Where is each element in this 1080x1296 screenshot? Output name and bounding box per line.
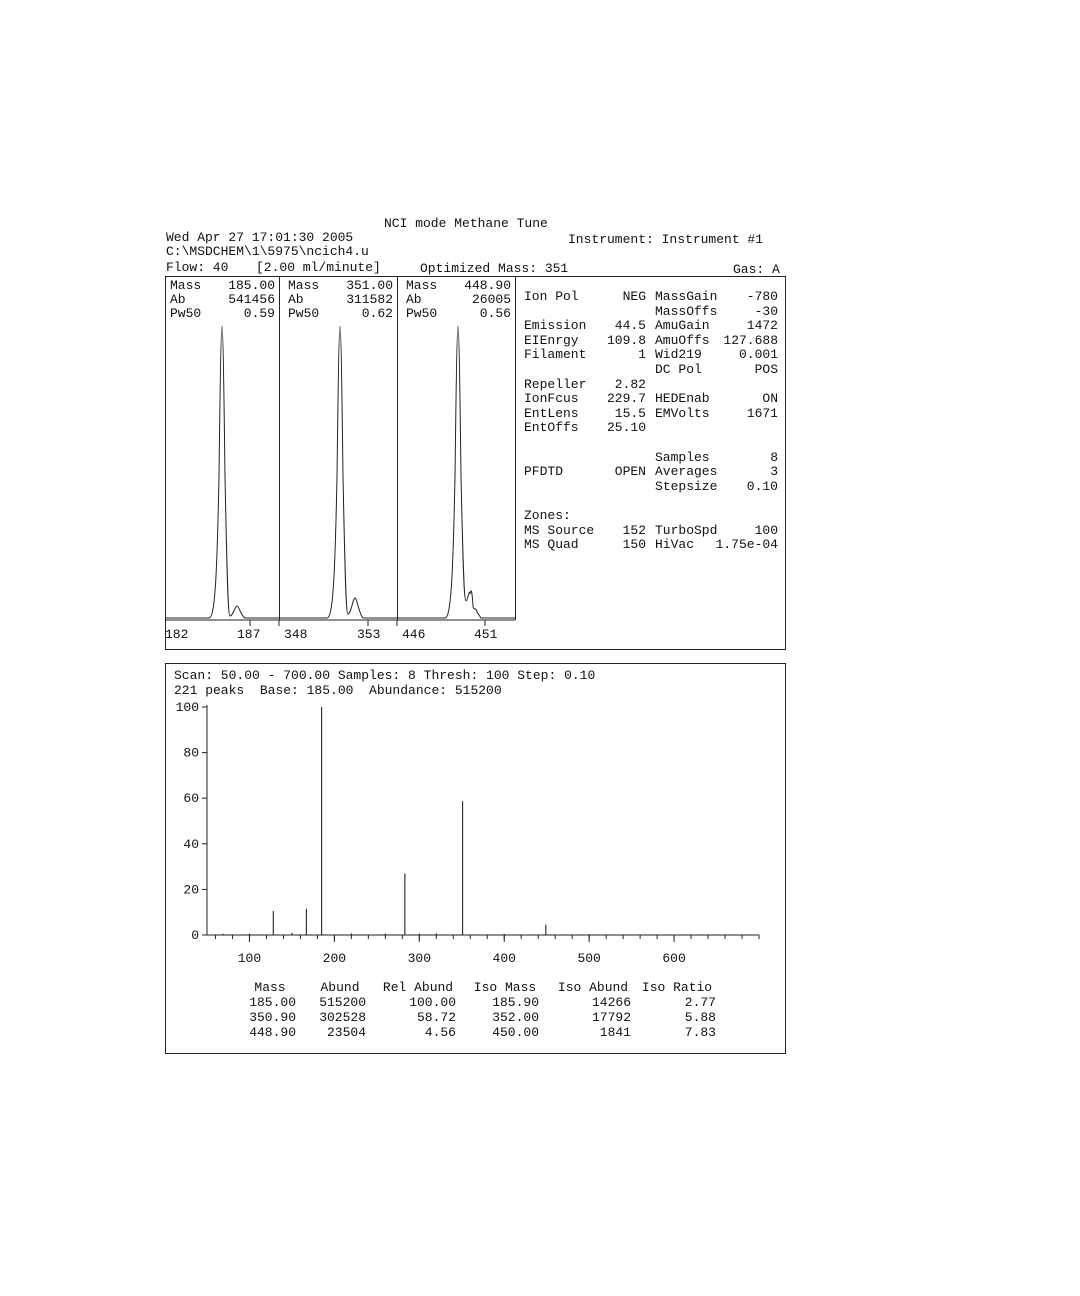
param-value: 1.75e-04 (715, 537, 778, 553)
param-value: 25.10 (606, 420, 646, 436)
y-tick-label: 60 (183, 791, 199, 807)
peak1-tick-lo: 182 (165, 627, 189, 642)
param-label: TurboSpd (655, 522, 718, 538)
y-tick-label: 80 (183, 745, 199, 761)
param-label: EIEnrgy (524, 332, 579, 348)
peak3-tick-lo: 446 (402, 627, 426, 642)
peak3-pw-label: Pw50 (406, 306, 438, 321)
param-value: POS (754, 362, 778, 377)
param-value: -30 (754, 303, 778, 319)
param-value: OPEN (614, 464, 646, 480)
table-header: Mass (254, 980, 286, 995)
peak1-mass-label: Mass (170, 278, 202, 293)
peak2-tick-lo: 348 (284, 627, 308, 642)
param-label: HEDEnab (655, 391, 710, 407)
param-label: Filament (524, 347, 587, 363)
param-label: EntLens (524, 405, 579, 421)
param-value: 152 (622, 522, 646, 538)
peak2-ab: 311582 (346, 292, 393, 307)
x-tick-label: 100 (237, 951, 262, 966)
param-label: PFDTD (524, 464, 564, 480)
peak1-profile (165, 326, 279, 618)
peak3-pw: 0.56 (479, 306, 511, 321)
y-tick-label: 0 (191, 928, 199, 943)
param-value: 3 (770, 464, 778, 480)
mass-spectrum-chart (165, 663, 786, 973)
param-label: Repeller (524, 376, 587, 392)
table-cell: 352.00 (492, 1010, 539, 1025)
table-cell: 185.90 (492, 995, 539, 1010)
scan-info: Scan: 50.00 - 700.00 Samples: 8 Thresh: 100 Step: 0.10 (174, 668, 596, 683)
param-value: 8 (770, 449, 778, 465)
y-tick-label: 20 (183, 882, 199, 898)
results-table (165, 980, 786, 1050)
param-label: Emission (524, 318, 587, 334)
table-cell: 350.90 (249, 1010, 296, 1025)
param-value: 1671 (746, 405, 778, 421)
peak2-tick-hi: 353 (357, 627, 381, 642)
param-value: 100 (754, 522, 778, 538)
peak1-ab-label: Ab (170, 292, 186, 307)
param-label: MS Source (524, 522, 595, 538)
flow-label: Flow: 40 (166, 260, 229, 275)
param-label: IonFcus (524, 391, 579, 407)
param-label: MS Quad (524, 537, 579, 553)
param-label: MassOffs (655, 303, 718, 319)
param-value: 1472 (746, 318, 778, 334)
peak3-tick-hi: 451 (474, 627, 498, 642)
peak2-mass-label: Mass (288, 278, 320, 293)
param-label: Zones: (524, 508, 571, 523)
param-value: 127.688 (723, 332, 778, 348)
param-label: AmuOffs (655, 332, 710, 348)
peak2-profile (279, 326, 397, 618)
param-value: 0.10 (746, 478, 778, 494)
param-label: EntOffs (524, 420, 579, 436)
x-tick-label: 600 (662, 951, 686, 966)
param-value: 229.7 (606, 391, 646, 407)
table-cell: 1841 (599, 1025, 631, 1040)
gas-label: Gas: A (733, 262, 780, 277)
x-tick-label: 400 (492, 951, 516, 966)
param-value: 150 (622, 537, 646, 553)
x-tick-label: 300 (407, 951, 432, 966)
y-tick-label: 100 (175, 700, 199, 715)
param-label: Ion Pol (524, 289, 579, 304)
table-cell: 2.77 (684, 995, 716, 1010)
table-header: Iso Ratio (641, 980, 713, 995)
optimized-mass: Optimized Mass: 351 (420, 261, 569, 276)
tune-file-path: C:\MSDCHEM\1\5975\ncich4.u (166, 244, 369, 259)
x-tick-label: 500 (577, 951, 601, 966)
peak3-ab-label: Ab (406, 292, 422, 307)
param-value: 109.8 (606, 332, 646, 348)
param-value: 15.5 (614, 405, 646, 421)
param-value: 2.82 (614, 376, 646, 392)
table-cell: 100.00 (409, 995, 456, 1010)
table-cell: 450.00 (492, 1025, 539, 1040)
peak2-mass: 351.00 (346, 278, 393, 293)
peak3-profile (397, 326, 515, 618)
peak2-pw: 0.62 (361, 306, 393, 321)
table-cell: 4.56 (424, 1025, 456, 1040)
param-value: 0.001 (738, 347, 778, 363)
report-title: NCI mode Methane Tune (384, 216, 548, 231)
table-cell: 17792 (591, 1010, 631, 1025)
flow-rate: [2.00 ml/minute] (256, 260, 381, 275)
peak1-pw-label: Pw50 (170, 306, 202, 321)
peak3-mass-label: Mass (406, 278, 438, 293)
param-value: ON (762, 391, 778, 407)
param-label: AmuGain (655, 318, 710, 334)
peak3-ab: 26005 (471, 292, 511, 307)
param-label: DC Pol (655, 362, 702, 377)
peak1-tick-hi: 187 (237, 627, 261, 642)
table-cell: 14266 (591, 995, 631, 1010)
instrument-label: Instrument: Instrument #1 (568, 232, 764, 247)
table-cell: 185.00 (249, 995, 296, 1010)
param-label: EMVolts (655, 405, 710, 421)
table-header: Iso Abund (557, 980, 629, 995)
peak2-pw-label: Pw50 (288, 306, 320, 321)
table-header: Rel Abund (382, 980, 454, 995)
peak1-mass: 185.00 (228, 278, 275, 293)
param-label: HiVac (655, 537, 695, 553)
table-cell: 302528 (319, 1010, 366, 1025)
param-label: Averages (655, 464, 718, 480)
table-cell: 23504 (326, 1025, 366, 1040)
table-cell: 515200 (319, 995, 366, 1010)
table-cell: 7.83 (684, 1025, 716, 1040)
param-label: Wid219 (655, 347, 702, 363)
report-datetime: Wed Apr 27 17:01:30 2005 (166, 230, 354, 245)
table-cell: 448.90 (249, 1025, 296, 1040)
x-tick-label: 200 (322, 951, 347, 966)
param-label: Samples (655, 449, 710, 465)
peak-profiles (165, 276, 516, 650)
param-label: MassGain (655, 289, 718, 304)
param-value: NEG (622, 289, 646, 304)
peak-summary: 221 peaks Base: 185.00 Abundance: 515200 (174, 683, 502, 698)
peak3-mass: 448.90 (464, 278, 511, 293)
table-cell: 58.72 (416, 1010, 456, 1025)
table-cell: 5.88 (684, 1010, 716, 1025)
peak1-ab: 541456 (228, 292, 275, 307)
peak1-pw: 0.59 (243, 306, 275, 321)
param-value: 44.5 (614, 318, 646, 334)
param-value: -780 (746, 289, 778, 304)
param-value: 1 (638, 347, 646, 363)
param-label: Stepsize (655, 478, 718, 494)
table-header: Iso Mass (473, 980, 537, 995)
table-header: Abund (320, 980, 360, 995)
peak2-ab-label: Ab (288, 292, 304, 307)
y-tick-label: 40 (183, 836, 199, 852)
